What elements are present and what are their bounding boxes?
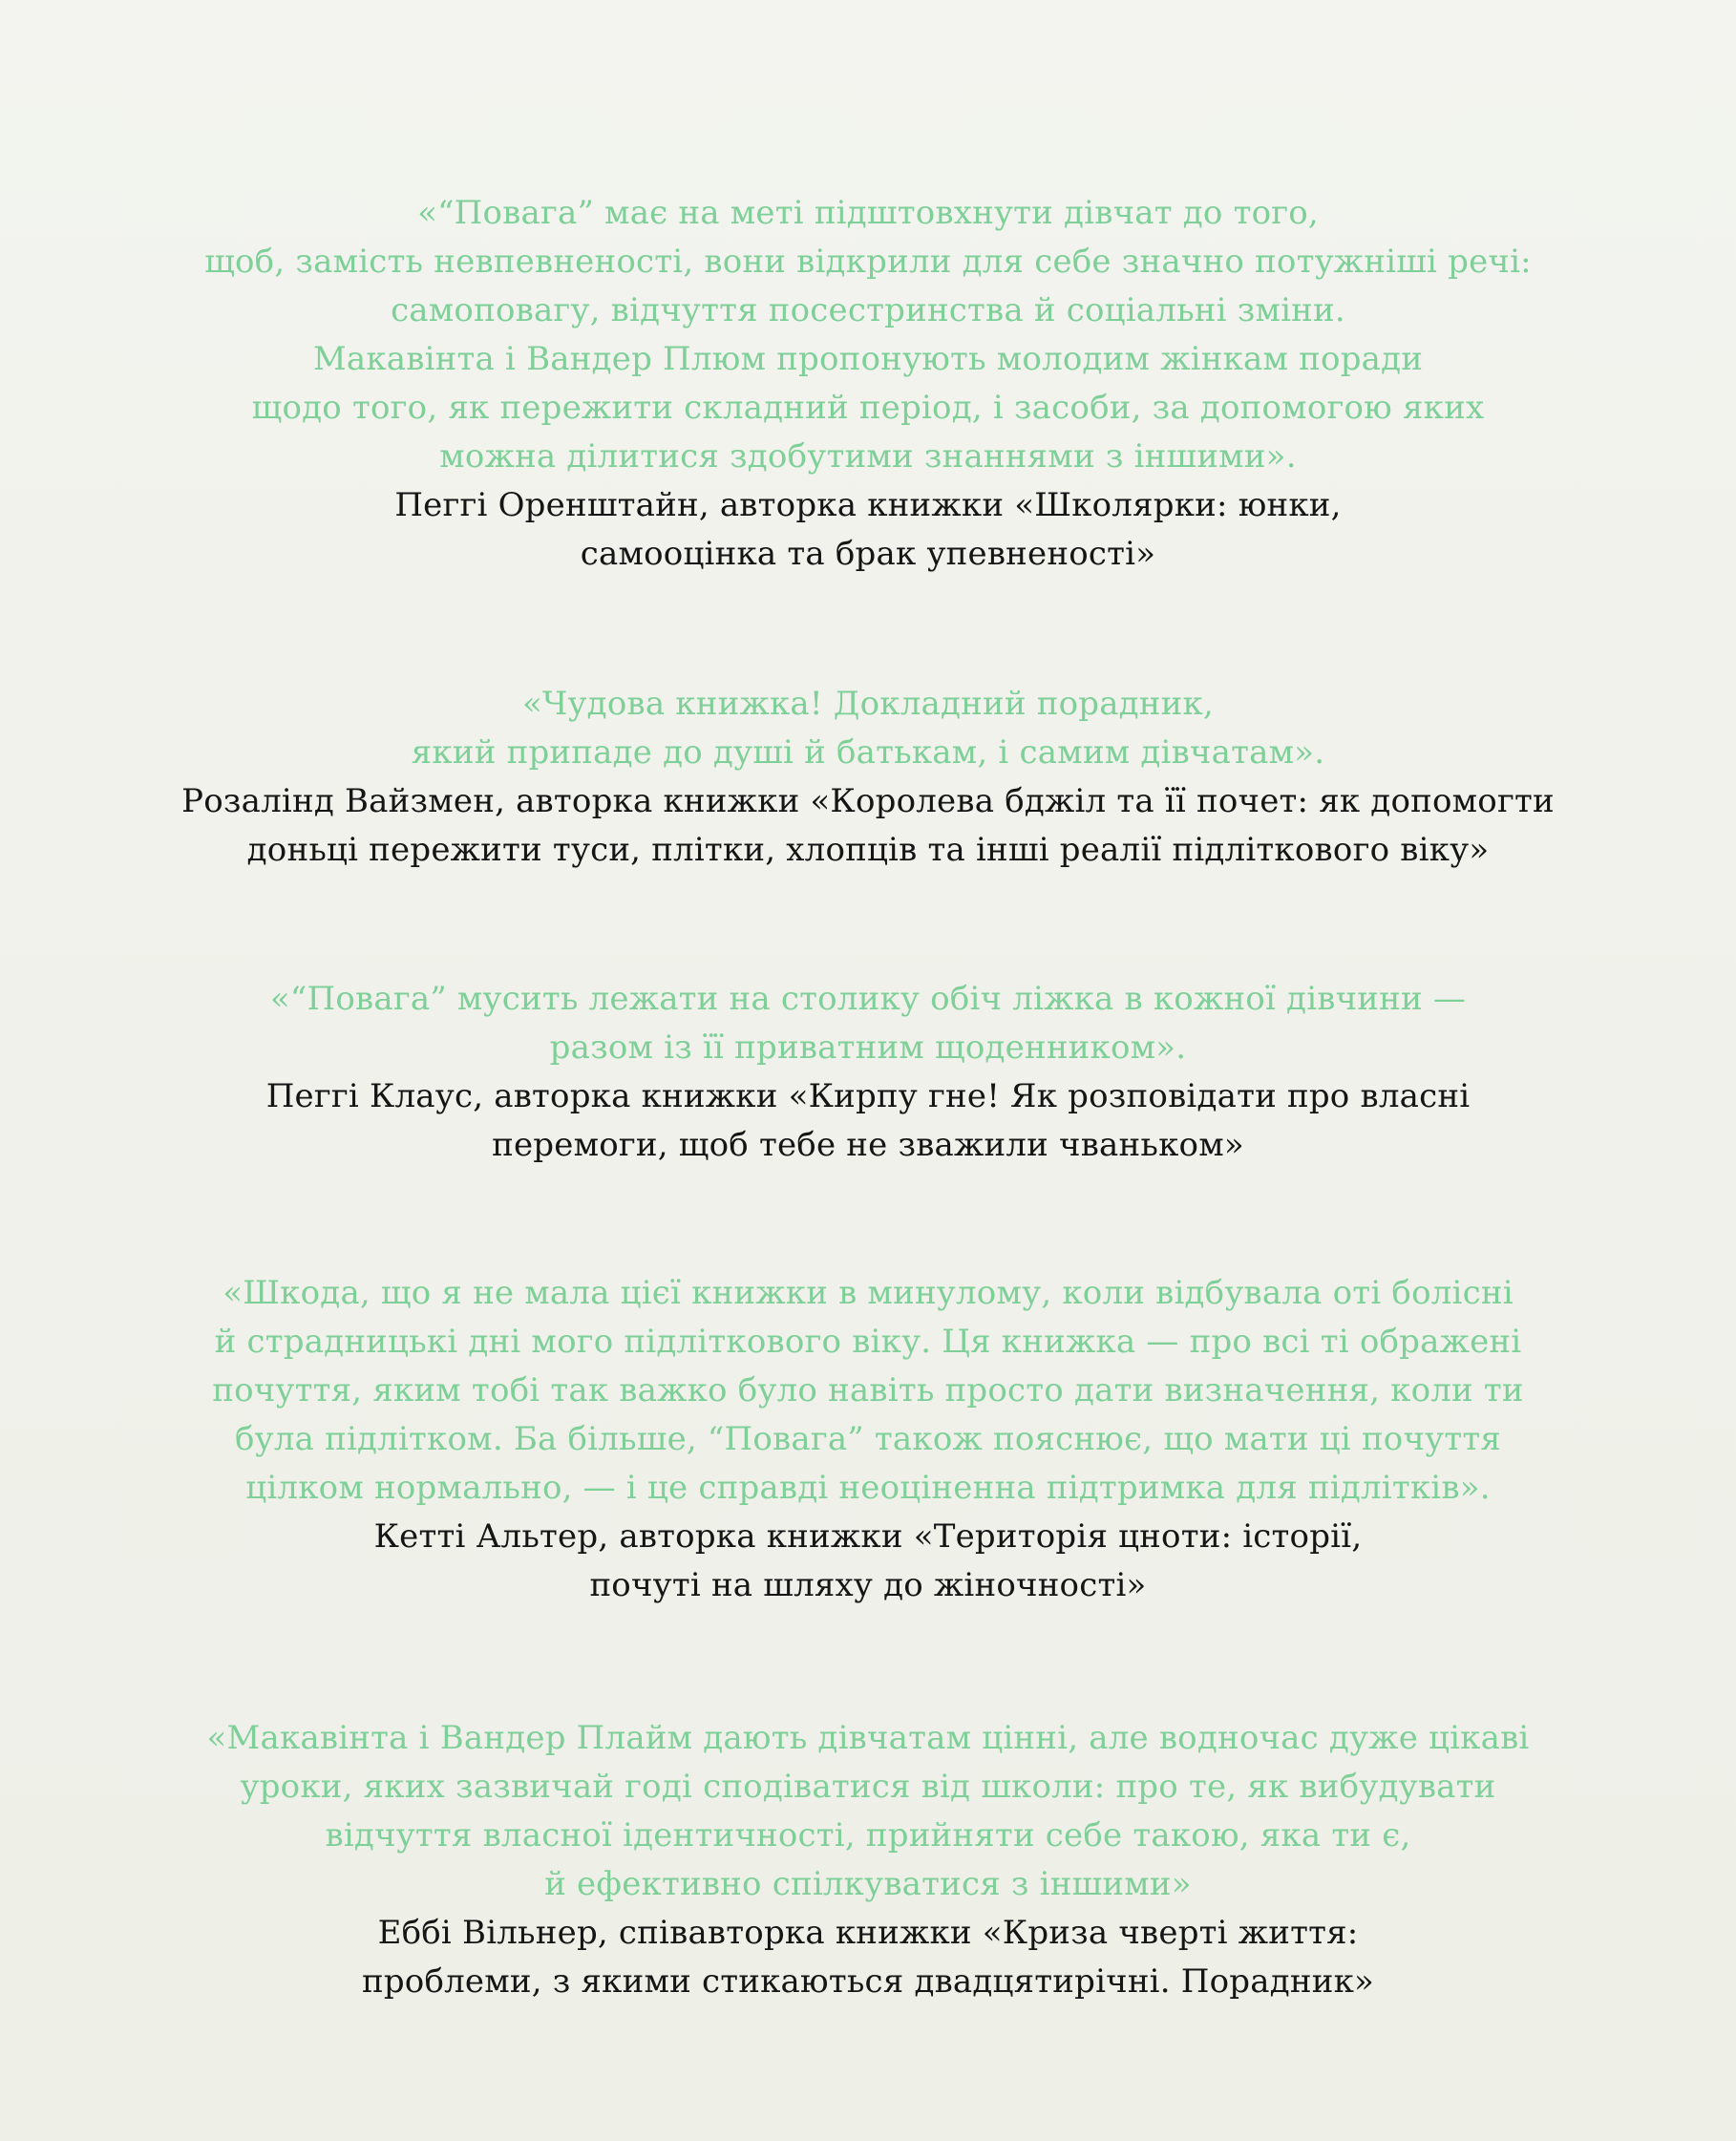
quote-line: уроки, яких зазвичай годі сподіватися від школи: про те, як вибудувати [240,1768,1496,1806]
quote-line: можна ділитися здобутими знаннями з іншими». [439,437,1297,476]
review-blurb-5 [0,1714,1736,2006]
review-blurb-4 [0,1269,1736,1610]
author-attribution: самооцінка та брак упевненості» [580,535,1156,573]
author-attribution: Пеггі Клаус, авторка книжки «Кирпу гне! Як розповідати про власні [265,1077,1471,1115]
author-attribution: проблеми, з якими стикаються двадцятирічні. Порадник» [361,1962,1375,2001]
quote-line: щоб, замість невпевненості, вони відкрили для себе значно потужніші речі: [204,243,1532,281]
review-blurb-2 [0,680,1736,875]
quote-line: й ефективно спілкуватися з іншими» [544,1865,1192,1903]
quote-line: цілком нормально, — і це справді неоціненна підтримка для підлітків». [245,1469,1491,1507]
author-attribution: доньці пережити туси, плітки, хлопців та інші реалії підліткового віку» [246,831,1490,869]
quote-line: відчуття власної ідентичності, прийняти себе такою, яка ти є, [325,1816,1411,1855]
author-attribution: почуті на шляху до жіночності» [589,1566,1147,1604]
quote-line: «Макавінта і Вандер Плайм дають дівчатам цінні, але водночас дуже цікаві [206,1719,1530,1757]
review-blurb-3 [0,975,1736,1170]
author-attribution: Розалінд Вайзмен, авторка книжки «Королева бджіл та її почет: як допомогти [181,782,1555,820]
review-blurb-1 [0,189,1736,579]
quote-line: почуття, яким тобі так важко було навіть просто дати визначення, коли ти [212,1371,1524,1410]
quote-line: «“Повага” мусить лежати на столику обіч ліжка в кожної дівчини — [269,980,1467,1018]
quote-line: Макавінта і Вандер Плюм пропонують молодим жінкам поради [312,340,1424,378]
quote-line: самоповагу, відчуття посестринства й соціальні зміни. [391,291,1345,329]
author-attribution: Кетті Альтер, авторка книжки «Територія цноти: історії, [373,1517,1363,1556]
quote-line: «“Повага” має на меті підштовхнути дівчат до того, [417,194,1319,232]
quote-line: «Шкода, що я не мала цієї книжки в минулому, коли відбувала оті болісні [222,1274,1514,1312]
quote-line: який припаде до душі й батькам, і самим дівчатам». [411,733,1325,772]
author-attribution: Пеггі Оренштайн, авторка книжки «Школярки: юнки, [394,486,1342,524]
quote-line: й страдницькі дні мого підліткового віку. Ця книжка — про всі ті ображені [214,1323,1522,1361]
quote-line: «Чудова книжка! Докладний порадник, [522,685,1214,723]
quote-line: щодо того, як пережити складний період, і засоби, за допомогою яких [251,389,1485,427]
author-attribution: Еббі Вільнер, співавторка книжки «Криза чверті життя: [377,1914,1359,1952]
quote-line: разом із її приватним щоденником». [549,1028,1187,1067]
quote-line: була підлітком. Ба більше, “Повага” також пояснює, що мати ці почуття [234,1420,1502,1458]
author-attribution: перемоги, щоб тебе не зважили чваньком» [492,1126,1244,1164]
